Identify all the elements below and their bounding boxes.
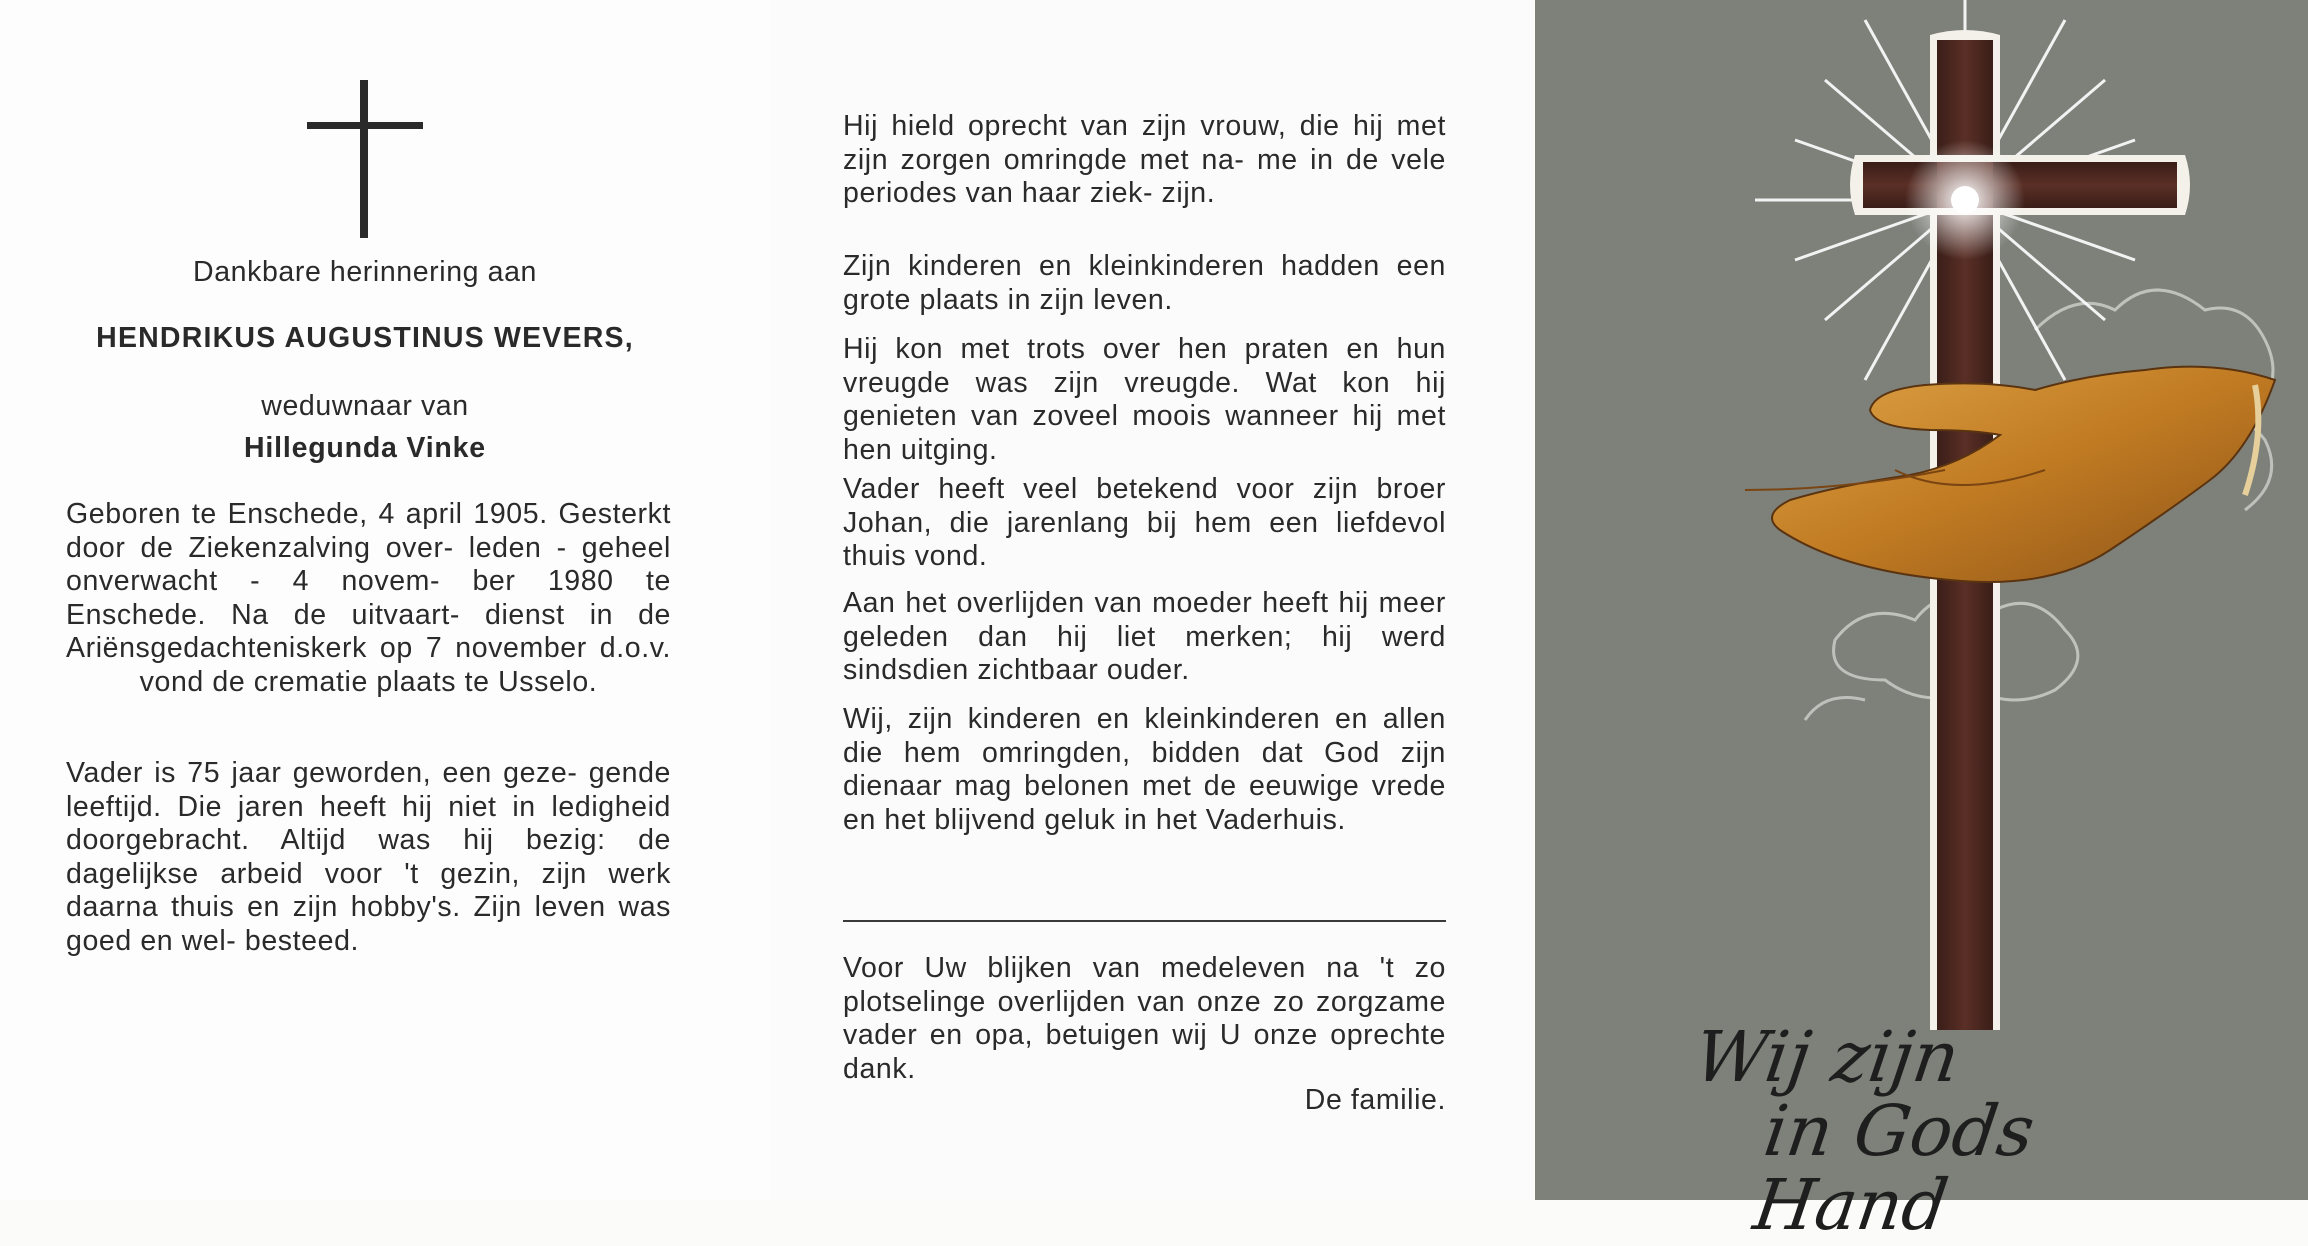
paragraph-mother: Aan het overlijden van moeder heeft hij meer geleden dan hij liet merken; hij werd sindsdien zichtbaar ouder.	[843, 587, 1446, 686]
paragraph-wife: Hij hield oprecht van zijn vrouw, die hij met zijn zorgen omringde met na- me in de vele periodes van haar ziek- zijn.	[843, 110, 1446, 209]
motto-text	[1669, 1016, 2260, 1246]
intro-line: Dankbare herinnering aan	[193, 256, 537, 288]
relation-line: weduwnaar van	[261, 390, 469, 422]
right-panel-illustration	[1535, 0, 2308, 1246]
deceased-name: HENDRIKUS AUGUSTINUS WEVERS,	[96, 322, 634, 354]
paragraph-prayer: Wij, zijn kinderen en kleinkinderen en allen die hem omringden, bidden dat God zijn dienaar mag belonen met de eeuwige vrede en het blijvend geluk in het Vaderhuis.	[843, 703, 1446, 836]
spouse-name: Hillegunda Vinke	[244, 432, 486, 464]
thanks-paragraph: Voor Uw blijken van medeleven na 't zo plotselinge overlijden van onze zo zorgzame vader en opa, betuigen wij U onze oprechte dank.	[843, 952, 1446, 1085]
motto-line-1: Wij zijn	[1689, 1016, 1965, 1098]
cross-icon	[307, 80, 423, 238]
biography-paragraph: Geboren te Enschede, 4 april 1905. Gesterkt door de Ziekenzalving over- leden - geheel onverwacht - 4 novem- ber 1980 te Enschede. Na de uitvaart- dienst in de Ariënsgedachteniskerk op 7 november d.o.v. vond de crematie plaats te Usselo.	[66, 498, 671, 698]
life-paragraph: Vader is 75 jaar geworden, een geze- gende leeftijd. Die jaren heeft hij niet in ledigheid doorgebracht. Altijd was hij bezig: de dagelijkse arbeid voor 't gezin, zijn werk daarna thuis en zijn hobby's. Zijn leven was goed en wel- besteed.	[66, 757, 671, 957]
family-signature: De familie.	[1304, 1084, 1446, 1116]
paragraph-pride: Hij kon met trots over hen praten en hun vreugde was zijn vreugde. Wat kon hij genieten van zoveel moois wanneer hij met hen uitging.	[843, 333, 1446, 466]
left-panel	[0, 0, 770, 1200]
motto-line-2: in Gods Hand	[1748, 1090, 2040, 1246]
paragraph-children: Zijn kinderen en kleinkinderen hadden een grote plaats in zijn leven.	[843, 250, 1446, 316]
open-hand	[1745, 367, 2275, 582]
divider-line	[843, 920, 1446, 922]
paragraph-brother: Vader heeft veel betekend voor zijn broer Johan, die jarenlang bij hem een liefdevol thuis vond.	[843, 473, 1446, 572]
